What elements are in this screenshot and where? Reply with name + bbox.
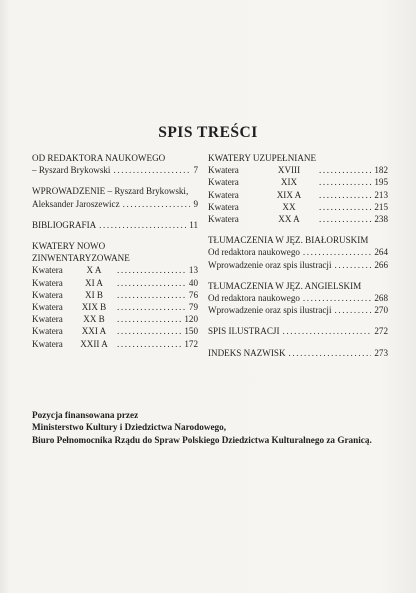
kwatera-row: [32, 338, 198, 350]
leader-dots: [113, 164, 190, 176]
toc-entry-label: SPIS ILUSTRACJI: [208, 326, 280, 337]
toc-entry-label: Wprowadzenie oraz spis ilustracji: [208, 259, 332, 270]
toc-heading-new-quarters-cont: ZINWENTARYZOWANE: [32, 253, 130, 264]
toc-entry-label: – Ryszard Brykowski: [32, 165, 111, 176]
page-title: SPIS TREŚCI: [158, 124, 258, 141]
leader-dots: [319, 201, 371, 213]
kwatera-row: [32, 277, 198, 289]
page-number: 13: [188, 265, 198, 276]
toc-entry-label: Aleksander Jaroszewicz: [32, 198, 120, 209]
kwatera-label: Kwatera: [208, 177, 239, 188]
kwatera-label: Kwatera: [32, 302, 63, 313]
leader-dots: [319, 189, 371, 201]
kwatera-row: [208, 176, 388, 188]
leader-dots: [319, 176, 371, 188]
kwatera-roman: XIX: [280, 177, 298, 188]
toc-entry-intro: [32, 198, 198, 210]
kwatera-label: Kwatera: [208, 189, 239, 200]
page-number: 172: [184, 338, 198, 349]
page-number: 238: [374, 214, 388, 225]
leader-dots: [117, 289, 186, 301]
kwatera-row: [208, 164, 388, 176]
leader-dots: [117, 338, 181, 350]
leader-dots: [117, 277, 186, 289]
leader-dots: [99, 219, 186, 231]
page-number: 270: [374, 305, 388, 316]
toc-entry-label: INDEKS NAZWISK: [208, 347, 286, 358]
page-number: 120: [184, 314, 198, 325]
kwatera-label: Kwatera: [208, 165, 239, 176]
kwatera-row: [208, 213, 388, 225]
toc-entry: [208, 304, 388, 316]
kwatera-label: Kwatera: [32, 277, 63, 288]
page-number: 215: [374, 201, 388, 212]
leader-dots: [334, 304, 371, 316]
kwatera-label: Kwatera: [32, 338, 63, 349]
toc-entry-index: [208, 347, 388, 359]
leader-dots: [117, 325, 181, 337]
kwatera-label: Kwatera: [32, 326, 63, 337]
page-number: 150: [184, 326, 198, 337]
toc-left-column: [32, 152, 198, 350]
page-number: 272: [374, 326, 388, 337]
leader-dots: [303, 292, 371, 304]
leader-dots: [283, 325, 372, 337]
kwatera-roman: XVIII: [277, 165, 301, 176]
page-number: 264: [374, 247, 388, 258]
kwatera-roman: XXII A: [80, 338, 108, 349]
kwatera-label: Kwatera: [32, 289, 63, 300]
page-number: 268: [374, 293, 388, 304]
leader-dots: [289, 347, 372, 359]
leader-dots: [334, 259, 371, 271]
toc-entry-editor: [32, 164, 198, 176]
kwatera-roman: XI B: [85, 289, 103, 300]
page-number: 11: [189, 219, 198, 230]
toc-heading-intro: WPROWADZENIE – Ryszard Brykowski,: [32, 186, 189, 197]
funding-line: Ministerstwo Kultury i Dziedzictwa Narodowego,: [32, 422, 227, 433]
page-number: 195: [374, 177, 388, 188]
leader-dots: [319, 213, 371, 225]
kwatera-label: Kwatera: [32, 265, 63, 276]
kwatera-roman: X A: [86, 265, 102, 276]
toc-heading-new-quarters: KWATERY NOWO: [32, 241, 106, 252]
page-number: 40: [188, 277, 198, 288]
toc-entry-label: Od redaktora naukowego: [208, 247, 300, 258]
leader-dots: [303, 246, 371, 258]
toc-heading-editor: OD REDAKTORA NAUKOWEGO: [32, 153, 166, 163]
toc-entry-label: BIBLIOGRAFIA: [32, 219, 97, 230]
leader-dots: [123, 198, 191, 210]
leader-dots: [117, 264, 186, 276]
toc-heading-english: TŁUMACZENIA W JĘZ. ANGIELSKIM: [208, 280, 362, 291]
page-number: 9: [193, 198, 198, 209]
funding-line: Pozycja finansowana przez: [32, 410, 139, 420]
leader-dots: [117, 313, 181, 325]
kwatera-row: [208, 189, 388, 201]
page-number: 79: [188, 302, 198, 313]
toc-entry-label: Od redaktora naukowego: [208, 293, 300, 304]
kwatera-roman: XIX B: [81, 302, 107, 313]
leader-dots: [319, 164, 371, 176]
page-number: 266: [374, 259, 388, 270]
toc-heading-supplemented: KWATERY UZUPEŁNIANE: [208, 153, 317, 163]
toc-entry-illustrations: [208, 325, 388, 337]
kwatera-roman: XX A: [278, 214, 300, 225]
kwatera-row: [32, 313, 198, 325]
leader-dots: [117, 301, 186, 313]
toc-entry-bibliography: [32, 219, 198, 231]
kwatera-roman: XXI A: [81, 326, 107, 337]
kwatera-row: [208, 201, 388, 213]
toc-heading-belarusian: TŁUMACZENIA W JĘZ. BIAŁORUSKIM: [208, 235, 369, 246]
kwatera-roman: XX B: [83, 314, 105, 325]
toc-entry: [208, 259, 388, 271]
toc-right-column: [208, 152, 388, 359]
kwatera-label: Kwatera: [208, 201, 239, 212]
kwatera-row: [32, 301, 198, 313]
kwatera-label: Kwatera: [32, 314, 63, 325]
page-number: 182: [374, 165, 388, 176]
funding-line: Biuro Pełnomocnika Rządu do Spraw Polskiego Dziedzictwa Kulturalnego za Granicą.: [32, 434, 372, 445]
kwatera-list-supplemented: [208, 164, 388, 225]
kwatera-row: [32, 264, 198, 276]
toc-entry: [208, 246, 388, 258]
kwatera-roman: XI A: [85, 277, 103, 288]
kwatera-row: [32, 289, 198, 301]
page-number: 273: [374, 347, 388, 358]
page-number: 213: [374, 189, 388, 200]
kwatera-list-new: [32, 264, 198, 349]
kwatera-row: [32, 325, 198, 337]
kwatera-label: Kwatera: [208, 214, 239, 225]
page-number: 76: [188, 289, 198, 300]
funding-note: [32, 409, 402, 446]
kwatera-roman: XX: [282, 201, 296, 212]
toc-entry-label: Wprowadzenie oraz spis ilustracji: [208, 305, 332, 316]
toc-entry: [208, 292, 388, 304]
page-number: 7: [193, 165, 198, 176]
kwatera-roman: XIX A: [276, 189, 302, 200]
